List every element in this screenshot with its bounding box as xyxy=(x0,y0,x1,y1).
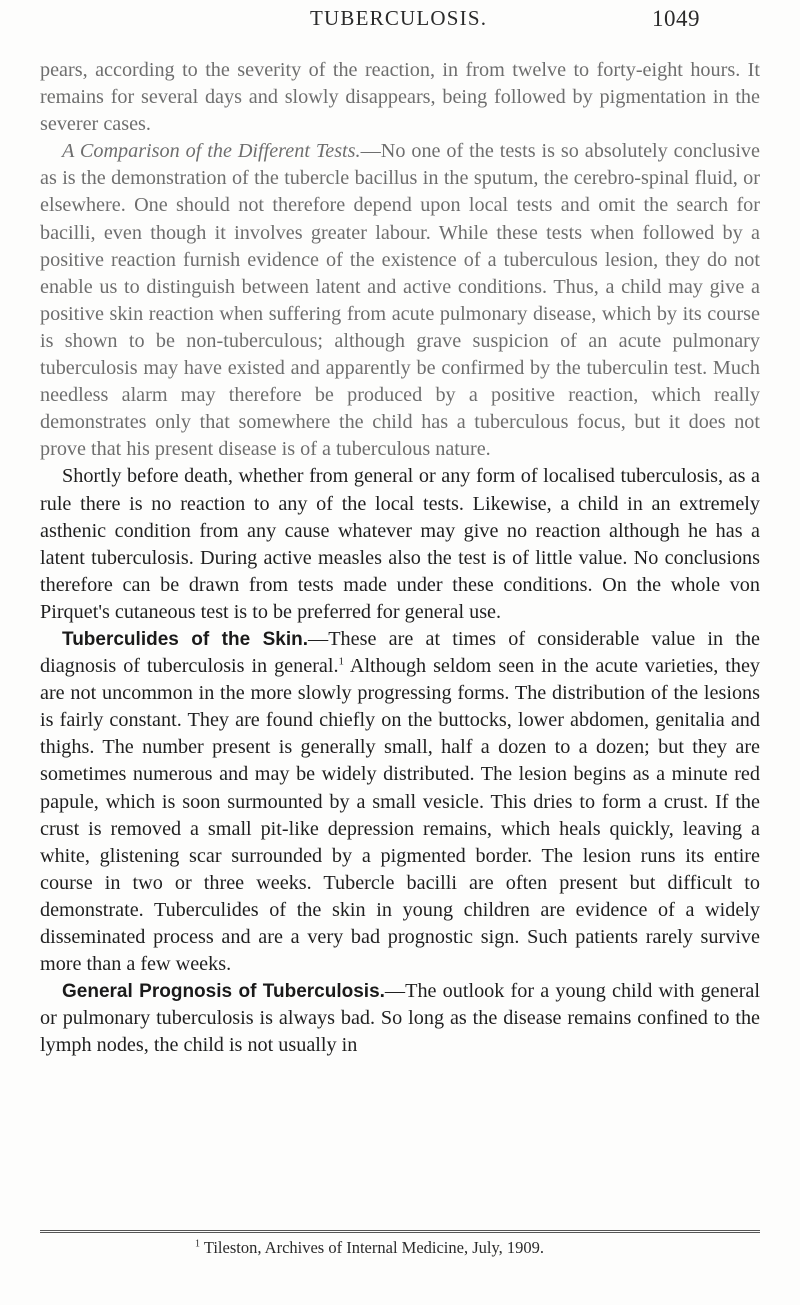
footnote xyxy=(195,1238,544,1258)
footnote-reference: 1 xyxy=(338,655,345,668)
section-heading-comparison: A Comparison of the Different Tests. xyxy=(62,140,361,163)
running-head xyxy=(268,6,700,40)
footnote-mark: 1 xyxy=(195,1238,200,1250)
paragraph-text: Shortly before death, whether from general or any form of localised tuberculosis, as a rule there is no reaction to any of the local tests. Likewise, a child in an extremely asthenic condition from any cause whatever may give no reaction although he has a latent tuberculosis. During active measles also the test is of little value. No conclusions therefore can be drawn from tests made under these conditions. On the whole von Pirquet's cutaneous test is to be preferred for general use. xyxy=(40,465,760,623)
paragraph-shortly-before-death xyxy=(40,463,760,626)
paragraph-text-continued: Although seldom seen in the acute varieties, they are not uncommon in the more slowly progressing forms. The distribution of the lesions is fairly constant. They are found chiefly on the buttocks, lower abdomen, genitalia and thighs. The number present is generally small, half a dozen to a dozen; but they are sometimes numerous and may be widely distributed. The lesion begins as a minute red papule, which is soon surmounted by a small vesicle. This dries to form a crust. If the crust is removed a small pit-like depression remains, which heals quickly, leaving a white, glistening scar surrounded by a pigmented border. The lesion runs its entire course in two or three weeks. Tubercle bacilli are often present but difficult to demonstrate. Tuberculides of the skin in young children are evidence of a widely disseminated process and are a very bad prognostic sign. Such patients rarely survive more than a few weeks. xyxy=(40,655,761,976)
section-heading-prognosis: General Prognosis of Tuberculosis. xyxy=(62,981,385,1003)
paragraph-continuation xyxy=(40,57,760,138)
paragraph-text: —No one of the tests is so absolutely conclusive as is the demonstration of the tubercle bacillus in the sputum, the cerebro-spinal fluid, or elsewhere. One should not therefore depend upon local tests and omit the search for bacilli, even though it involves greater labour. While these tests when followed by a positive reaction furnish evidence of the existence of a tuberculous lesion, they do not enable us to distinguish between latent and active conditions. Thus, a child may give a positive skin reaction when suffering from acute pulmonary disease, which by its course is shown to be non-tuberculous; although grave suspicion of an acute pulmonary tuberculosis may have existed and apparently be confirmed by the tuberculin test. Much needless alarm may therefore be produced by a positive reaction, which really demonstrates only that somewhere the child has a tuberculous focus, but it does not prove that his present disease is of a tuberculous nature. xyxy=(40,140,760,461)
paragraph-prognosis xyxy=(40,978,760,1059)
page-number: 1049 xyxy=(652,6,700,31)
paragraph-text: —The outlook for a young child with general or pulmonary tuberculosis is always bad. So long as the disease remains confined to the lymph nodes, the child is not usually in xyxy=(40,980,760,1057)
section-heading-tuberculides: Tuberculides of the Skin. xyxy=(62,628,309,650)
paragraph-tuberculides xyxy=(40,626,760,978)
paragraph-text: pears, according to the severity of the reaction, in from twelve to forty-eight hours. It remains for several days and slowly disappears, being followed by pigmentation in the severer cases. xyxy=(40,59,760,136)
running-head-title: TUBERCULOSIS. xyxy=(310,6,488,30)
body-text xyxy=(40,57,760,1059)
paragraph-text: —These are at times of considerable value in the diagnosis of tuberculosis in general. xyxy=(40,627,761,678)
paragraph-comparison xyxy=(40,138,760,463)
footnote-divider xyxy=(40,1230,760,1233)
footnote-text: Tileston, Archives of Internal Medicine, July, 1909. xyxy=(200,1238,545,1257)
